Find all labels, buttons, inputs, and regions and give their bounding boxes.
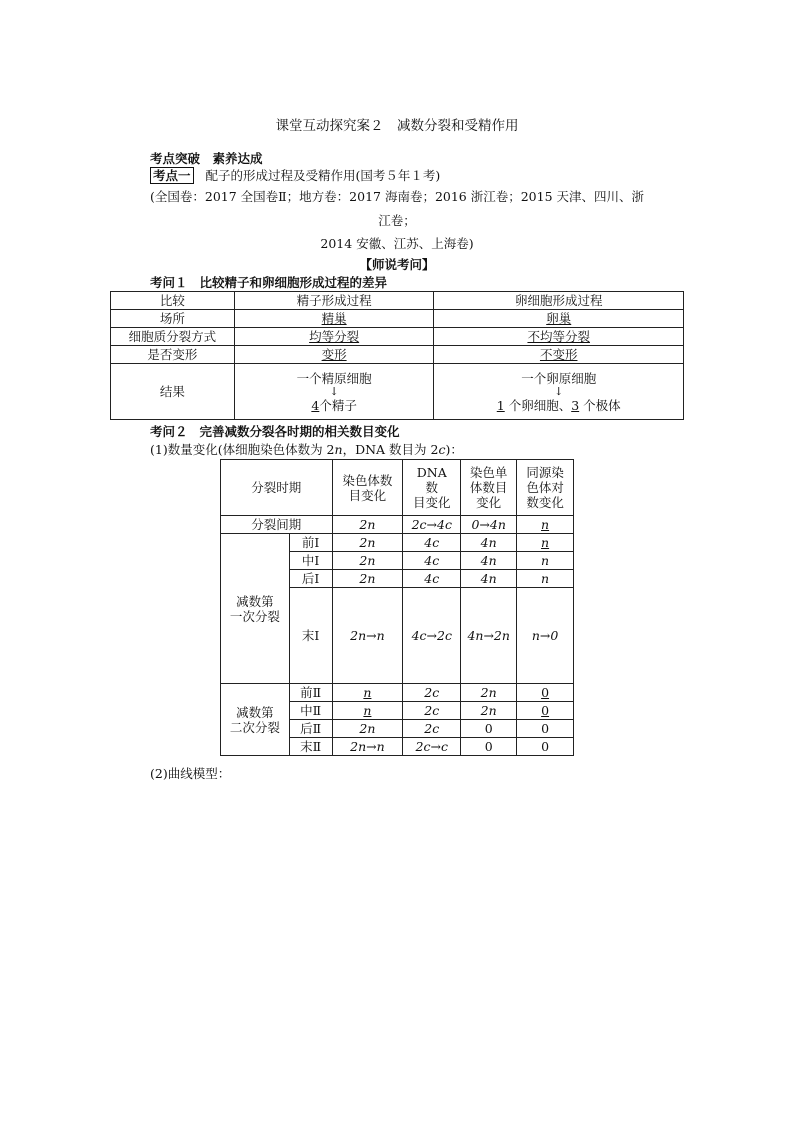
table-row [111, 292, 684, 310]
chrom-cell: n [332, 702, 403, 720]
row-label: 细胞质分裂方式 [111, 328, 235, 346]
dna-cell: 4c [403, 570, 461, 588]
table-row [111, 328, 684, 346]
header-egg: 卵细胞形成过程 [434, 292, 684, 310]
question-2-label: 考问２ [150, 424, 188, 439]
sperm-count: 4 [311, 397, 320, 413]
meiosis-count-table [220, 459, 574, 756]
dna-cell: 2c→c [403, 738, 461, 756]
kaodian-line [150, 167, 440, 184]
header-sperm: 精子形成过程 [234, 292, 434, 310]
exam-refs-line3: 2014 安徽、江苏、上海卷) [320, 236, 474, 251]
meiosis2-label: 减数第 二次分裂 [221, 684, 290, 756]
sperm-result-top: 一个精原细胞 [296, 370, 372, 386]
down-arrow-icon: ↓ [554, 384, 564, 398]
egg-result-bottom: 个极体 [579, 397, 621, 413]
chromatid-cell: 2n [461, 684, 517, 702]
dna-cell: 2c [403, 702, 461, 720]
sub1-mid: ，DNA 数目为 2 [342, 442, 439, 457]
header-compare: 比较 [111, 292, 235, 310]
row-label: 是否变形 [111, 346, 235, 364]
kaodian-label: 考点一 [150, 167, 194, 184]
sub1-n: n [334, 442, 343, 457]
sperm-result-cell [234, 364, 434, 420]
header-dna: DNA 数 目变化 [403, 460, 461, 516]
stage-cell: 前Ⅰ [289, 534, 332, 552]
chromatid-cell: 4n [461, 534, 517, 552]
chrom-cell: 2n→n [332, 738, 403, 756]
sperm-cell: 均等分裂 [234, 328, 434, 346]
exam-refs-line2: 江卷； [378, 213, 416, 228]
stage-cell: 前Ⅱ [289, 684, 332, 702]
egg-cell: 卵巢 [434, 310, 684, 328]
header-chromatid: 染色单 体数目 变化 [461, 460, 517, 516]
section-heading: 考点突破 素养达成 [150, 151, 263, 166]
chromatid-cell: 0 [461, 738, 517, 756]
chromatid-cell: 2n [461, 702, 517, 720]
sperm-cell: 变形 [234, 346, 434, 364]
stage-cell: 后Ⅰ [289, 570, 332, 588]
question-2-text: 完善减数分裂各时期的相关数目变化 [199, 424, 400, 439]
row-label: 结果 [111, 364, 235, 420]
chrom-cell: 2n→n [332, 588, 403, 684]
egg-cell: 不均等分裂 [434, 328, 684, 346]
dna-cell: 4c [403, 534, 461, 552]
stage-cell: 中Ⅱ [289, 702, 332, 720]
chrom-cell: n [332, 684, 403, 702]
teacher-heading: 【师说考问】 [359, 257, 435, 272]
homolog-cell: 0 [517, 738, 574, 756]
homolog-cell: 0 [517, 720, 574, 738]
chrom-cell: 2n [332, 570, 403, 588]
homolog-cell: n→0 [517, 588, 574, 684]
polar-body-count: 3 [571, 397, 580, 413]
page-title: 课堂互动探究案２ 减数分裂和受精作用 [275, 118, 519, 134]
dna-cell: 4c [403, 552, 461, 570]
homolog-cell: n [517, 552, 574, 570]
stage-cell: 末Ⅱ [289, 738, 332, 756]
sub-heading-1 [150, 441, 463, 458]
homolog-cell: n [517, 534, 574, 552]
question-1-label: 考问１ [150, 275, 188, 290]
row-label: 场所 [111, 310, 235, 328]
sub1-c: c [438, 442, 446, 457]
sub-heading-2: (2)曲线模型： [150, 766, 231, 781]
question-2 [150, 423, 400, 440]
dna-cell: 2c→4c [403, 516, 461, 534]
sperm-cell: 精巢 [234, 310, 434, 328]
egg-result-top: 一个卵原细胞 [521, 370, 597, 386]
meiosis1-label: 减数第 一次分裂 [221, 534, 290, 684]
egg-count: 1 [496, 397, 505, 413]
homolog-cell: n [517, 516, 574, 534]
chromatid-cell: 0→4n [461, 516, 517, 534]
table-header-row [221, 460, 574, 516]
dna-cell: 4c→2c [403, 588, 461, 684]
stage-cell: 末Ⅰ [289, 588, 332, 684]
dna-cell: 2c [403, 684, 461, 702]
homolog-cell: 0 [517, 684, 574, 702]
header-homolog: 同源染 色体对 数变化 [517, 460, 574, 516]
comparison-table [110, 291, 684, 420]
stage-cell: 后Ⅱ [289, 720, 332, 738]
chromatid-cell: 4n→2n [461, 588, 517, 684]
chromatid-cell: 0 [461, 720, 517, 738]
chrom-cell: 2n [332, 516, 403, 534]
header-chrom: 染色体数 目变化 [332, 460, 403, 516]
exam-refs-line1: (全国卷：2017 全国卷Ⅱ；地方卷：2017 海南卷；2016 浙江卷；2015 天津、四川、浙 [150, 189, 645, 204]
question-1 [150, 274, 387, 291]
sperm-result-bottom: 个精子 [319, 397, 357, 413]
chrom-cell: 2n [332, 720, 403, 738]
table-row [221, 516, 574, 534]
dna-cell: 2c [403, 720, 461, 738]
egg-cell: 不变形 [434, 346, 684, 364]
sub1-suffix: )： [445, 442, 463, 457]
sub1-prefix: (1)数量变化(体细胞染色体数为 2 [150, 442, 335, 457]
stage-cell: 中Ⅰ [289, 552, 332, 570]
table-row [111, 310, 684, 328]
table-row [221, 534, 574, 552]
header-period: 分裂时期 [221, 460, 333, 516]
egg-result-cell [434, 364, 684, 420]
table-row [111, 346, 684, 364]
homolog-cell: n [517, 570, 574, 588]
down-arrow-icon: ↓ [329, 384, 339, 398]
kaodian-text: 配子的形成过程及受精作用(国考５年１考) [205, 168, 441, 183]
question-1-text: 比较精子和卵细胞形成过程的差异 [199, 275, 388, 290]
table-row [221, 684, 574, 702]
egg-result-mid: 个卵细胞、 [504, 397, 572, 413]
chrom-cell: 2n [332, 552, 403, 570]
chrom-cell: 2n [332, 534, 403, 552]
table-row [111, 364, 684, 420]
chromatid-cell: 4n [461, 552, 517, 570]
interphase-label: 分裂间期 [221, 516, 333, 534]
homolog-cell: 0 [517, 702, 574, 720]
chromatid-cell: 4n [461, 570, 517, 588]
